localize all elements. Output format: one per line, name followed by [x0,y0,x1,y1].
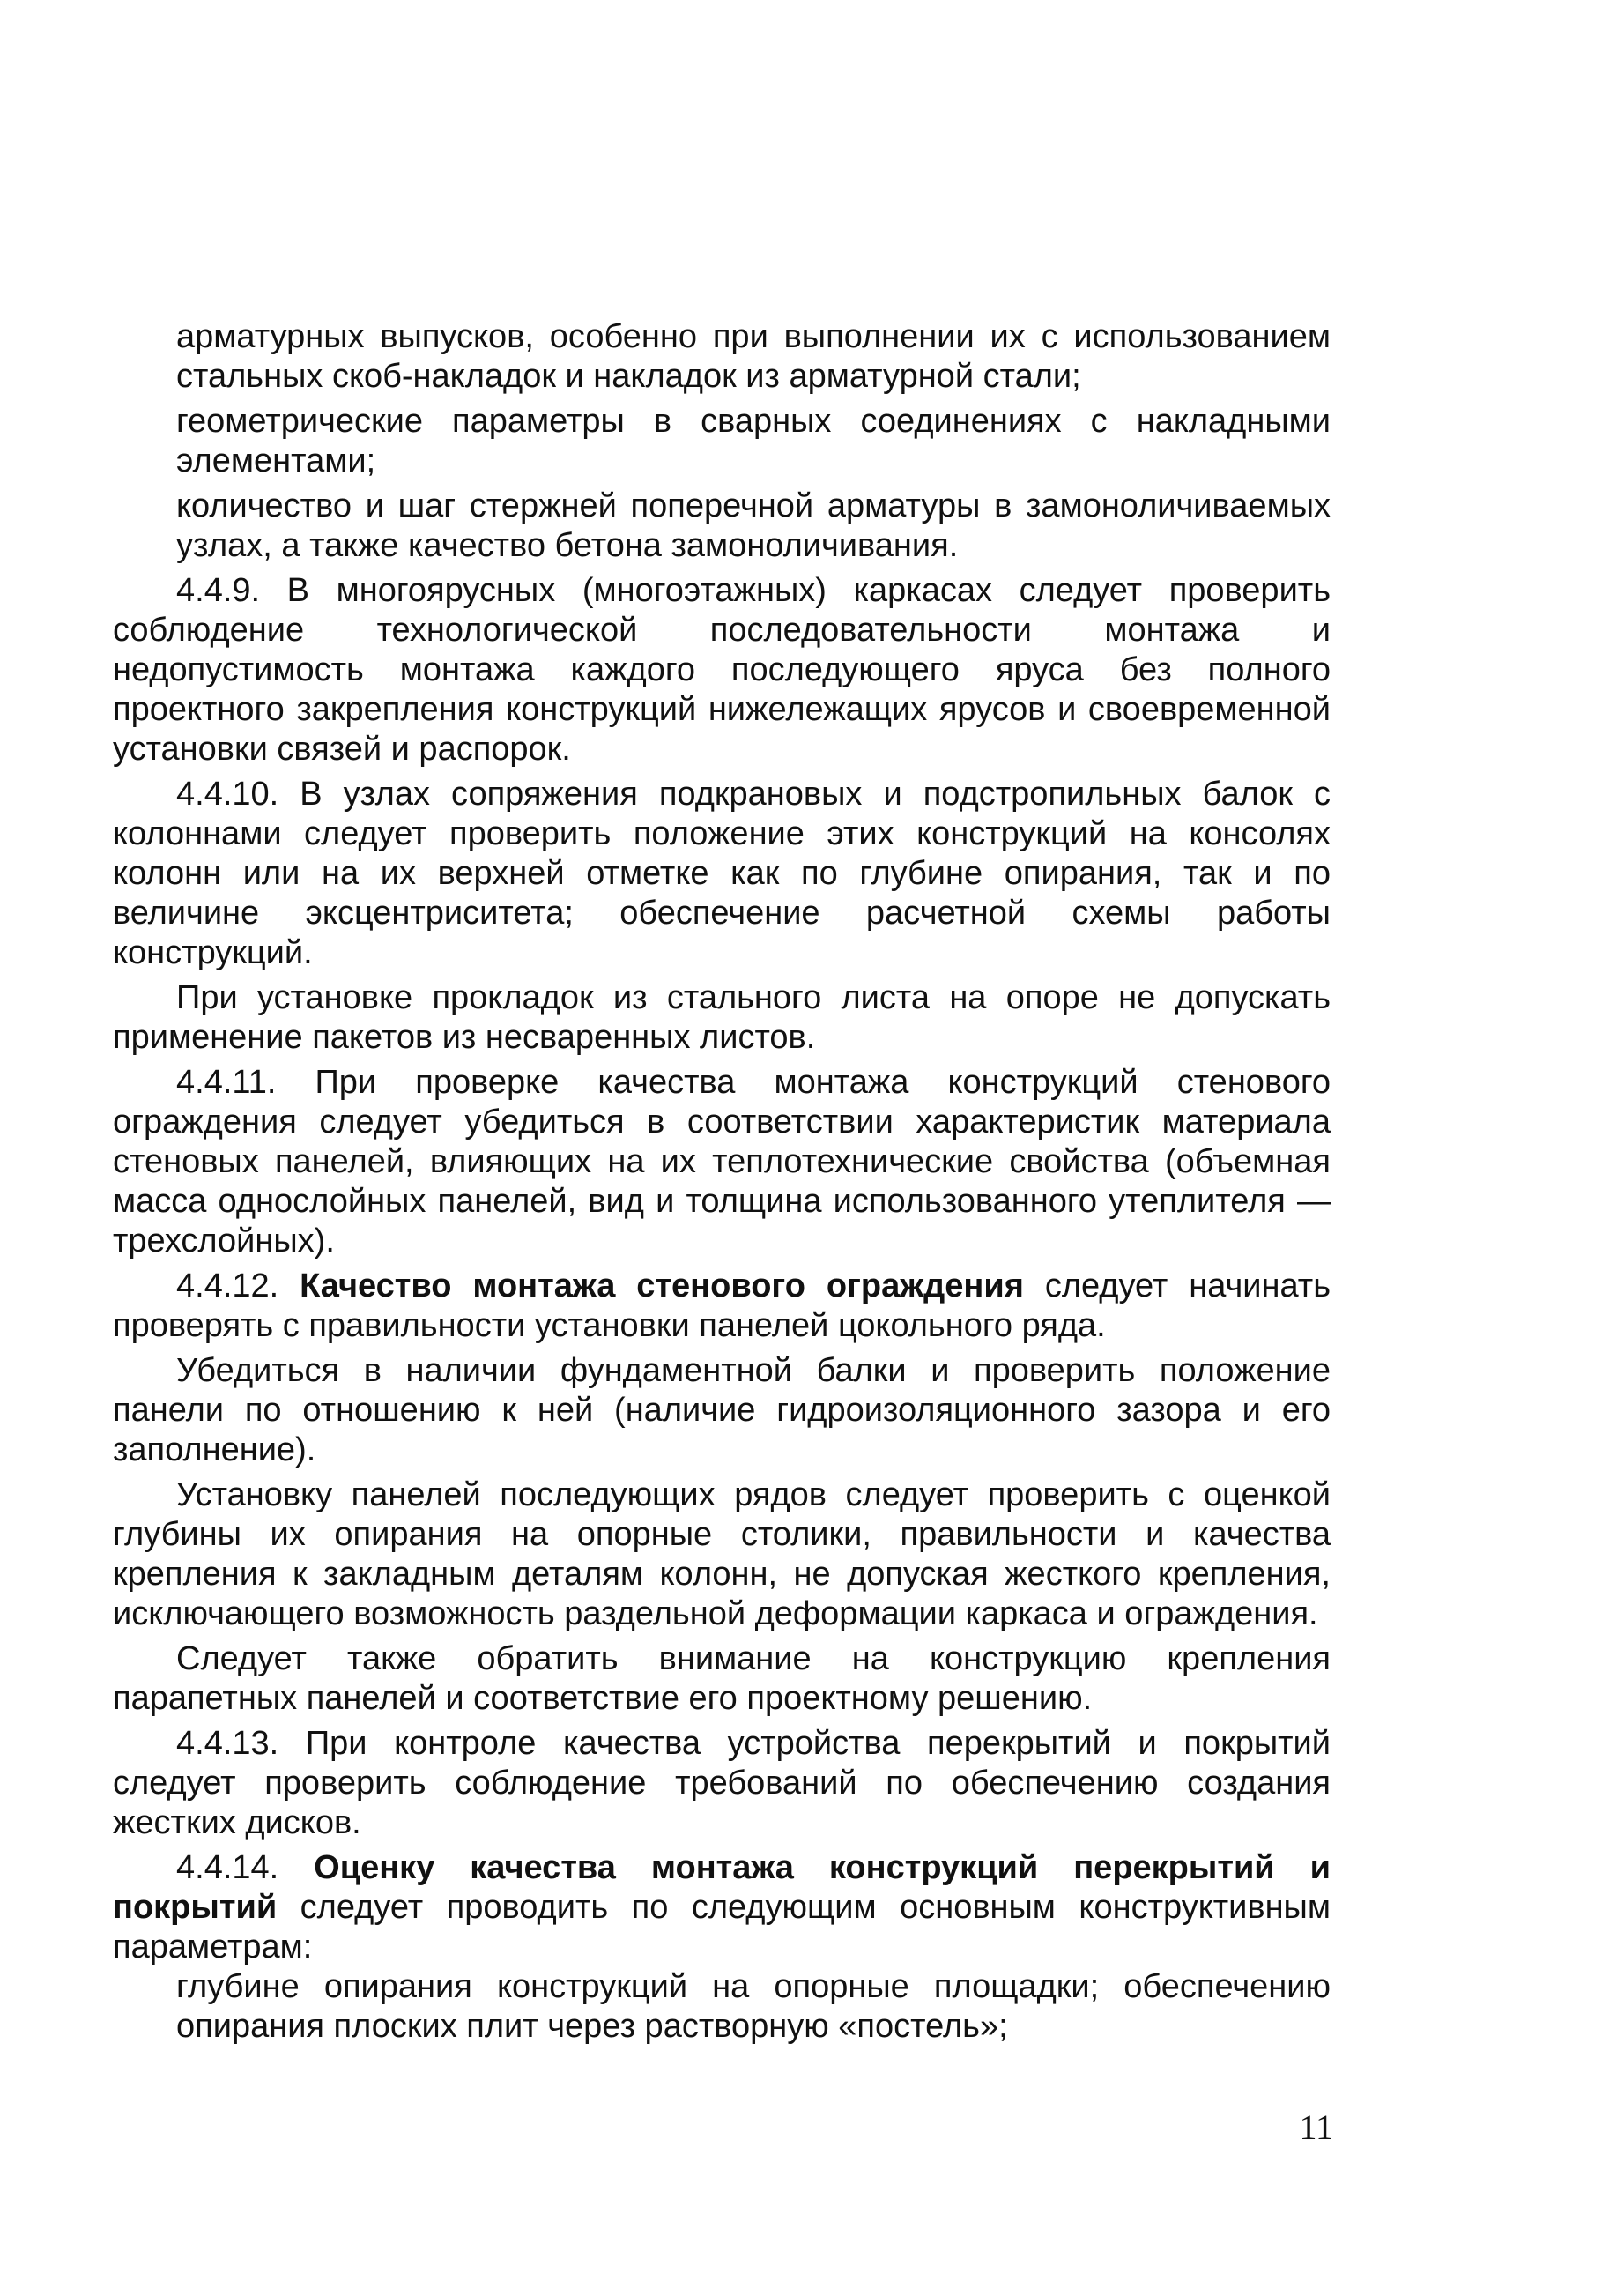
list-item: количество и шаг стержней поперечной арматуры в замоноличиваемых узлах, а также качество бетона замоноличивания. [176,487,1331,564]
bold-heading: Оценку качества монтажа конструкций перекрытий и покрытий [113,1849,1331,1926]
paragraph-4-4-11: 4.4.11. При проверке качества монтажа конструкций стенового ограждения следует убедиться в соответствии характеристик материала стеновых панелей, влияющих на их теплотехнические свойства (объемная масса однослойных панелей, вид и толщина использованного утеплителя — трехслойных). [113,1064,1331,1260]
paragraph-4-4-10-continued: При установке прокладок из стального листа на опоре не допускать применение пакетов из несваренных листов. [113,979,1331,1056]
page-number: 11 [1299,2107,1333,2147]
list-item: геометрические параметры в сварных соединениях с накладными элементами; [176,403,1331,479]
paragraph-4-4-14 [113,1848,1331,1967]
paragraph-number: 4.4.12. [176,1267,300,1304]
paragraph-4-4-12-b: Убедиться в наличии фундаментной балки и проверить положение панели по отношению к ней (наличие гидроизоляционного зазора и его заполнение). [113,1352,1331,1468]
bold-heading: Качество монтажа стенового ограждения [300,1267,1024,1304]
list-item: глубине опирания конструкций на опорные площадки; обеспечению опирания плоских плит через растворную «постель»; [176,1968,1331,2045]
paragraph-4-4-12-d: Следует также обратить внимание на конструкцию крепления парапетных панелей и соответствие его проектному решению. [113,1640,1331,1717]
list-item: арматурных выпусков, особенно при выполнении их с использованием стальных скоб-накладок и накладок из арматурной стали; [176,318,1331,395]
paragraph-text: следует начинать проверять с правильности установки панелей цокольного ряда. [113,1267,1331,1344]
paragraph-4-4-12 [113,1267,1331,1346]
paragraph-4-4-10: 4.4.10. В узлах сопряжения подкрановых и подстропильных балок с колоннами следует проверить положение этих конструкций на консолях колонн или на их верхней отметке как по глубине опирания, так и по величине эксцентриситета; обеспечение расчетной схемы работы конструкций. [113,776,1331,971]
paragraph-text: следует проводить по следующим основным конструктивным параметрам: [113,1889,1331,1966]
document-page-body [113,317,1331,2047]
paragraph-4-4-9: 4.4.9. В многоярусных (многоэтажных) каркасах следует проверить соблюдение технологической последовательности монтажа и недопустимость монтажа каждого последующего яруса без полного проектного закрепления конструкций нижележащих ярусов и своевременной установки связей и распорок. [113,572,1331,768]
paragraph-4-4-12-c: Установку панелей последующих рядов следует проверить с оценкой глубины их опирания на опорные столики, правильности и качества крепления к закладным деталям колонн, не допуская жесткого крепления, исключающего возможность раздельной деформации каркаса и ограждения. [113,1476,1331,1632]
paragraph-4-4-13: 4.4.13. При контроле качества устройства перекрытий и покрытий следует проверить соблюдение требований по обеспечению создания жестких дисков. [113,1725,1331,1841]
paragraph-number: 4.4.14. [176,1849,315,1886]
